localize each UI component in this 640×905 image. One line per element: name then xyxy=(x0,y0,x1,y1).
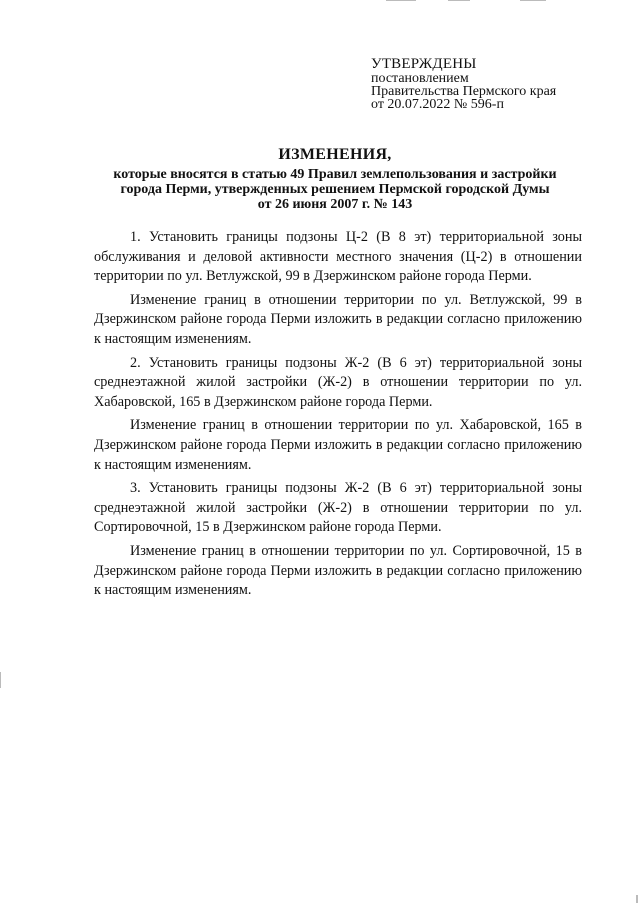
paragraph-1: 1. Установить границы подзоны Ц-2 (В 8 эт) территориальной зоны обслуживания и деловой активности местного значения (Ц-2) в отношении территории по ул. Ветлужской, 99 в Дзержинском районе города Перми. xyxy=(94,229,582,285)
document-body xyxy=(94,228,582,605)
paragraph-4: Изменение границ в отношении территории по ул. Хабаровской, 165 в Дзержинском районе города Перми изложить в редакции согласно приложению к настоящим изменениям. xyxy=(94,417,582,473)
scan-artifact xyxy=(386,0,416,1)
approval-line-2: Правительства Пермского края xyxy=(371,84,557,99)
paragraph-3: 2. Установить границы подзоны Ж-2 (В 6 эт) территориальной зоны среднеэтажной жилой застройки (Ж-2) в отношении территории по ул. Хабаровской, 165 в Дзержинском районе города Перми. xyxy=(94,354,582,410)
paragraph-5: 3. Установить границы подзоны Ж-2 (В 6 эт) территориальной зоны среднеэтажной жилой застройки (Ж-2) в отношении территории по ул. Сортировочной, 15 в Дзержинском районе города Перми. xyxy=(94,480,582,536)
document-title: ИЗМЕНЕНИЯ, xyxy=(278,146,392,163)
subtitle-line-3: от 26 июня 2007 г. № 143 xyxy=(257,197,413,212)
subtitle-line-1: которые вносятся в статью 49 Правил землепользования и застройки xyxy=(113,167,557,182)
scan-artifact xyxy=(448,0,470,1)
approval-title: УТВЕРЖДЕНЫ xyxy=(371,56,477,72)
scan-artifact xyxy=(0,672,1,688)
paragraph-6: Изменение границ в отношении территории по ул. Сортировочной, 15 в Дзержинском районе города Перми изложить в редакции согласно приложению к настоящим изменениям. xyxy=(94,542,582,599)
document-subtitle xyxy=(80,167,590,212)
approval-line-3: от 20.07.2022 № 596-п xyxy=(371,97,504,112)
approval-block xyxy=(371,56,611,111)
approval-line-1: постановлением xyxy=(371,71,469,86)
scan-artifact xyxy=(636,895,638,903)
paragraph-2: Изменение границ в отношении территории по ул. Ветлужской, 99 в Дзержинском районе города Перми изложить в редакции согласно приложению к настоящим изменениям. xyxy=(94,291,582,347)
subtitle-line-2: города Перми, утвержденных решением Пермской городской Думы xyxy=(120,182,550,197)
scan-artifact xyxy=(520,0,546,1)
